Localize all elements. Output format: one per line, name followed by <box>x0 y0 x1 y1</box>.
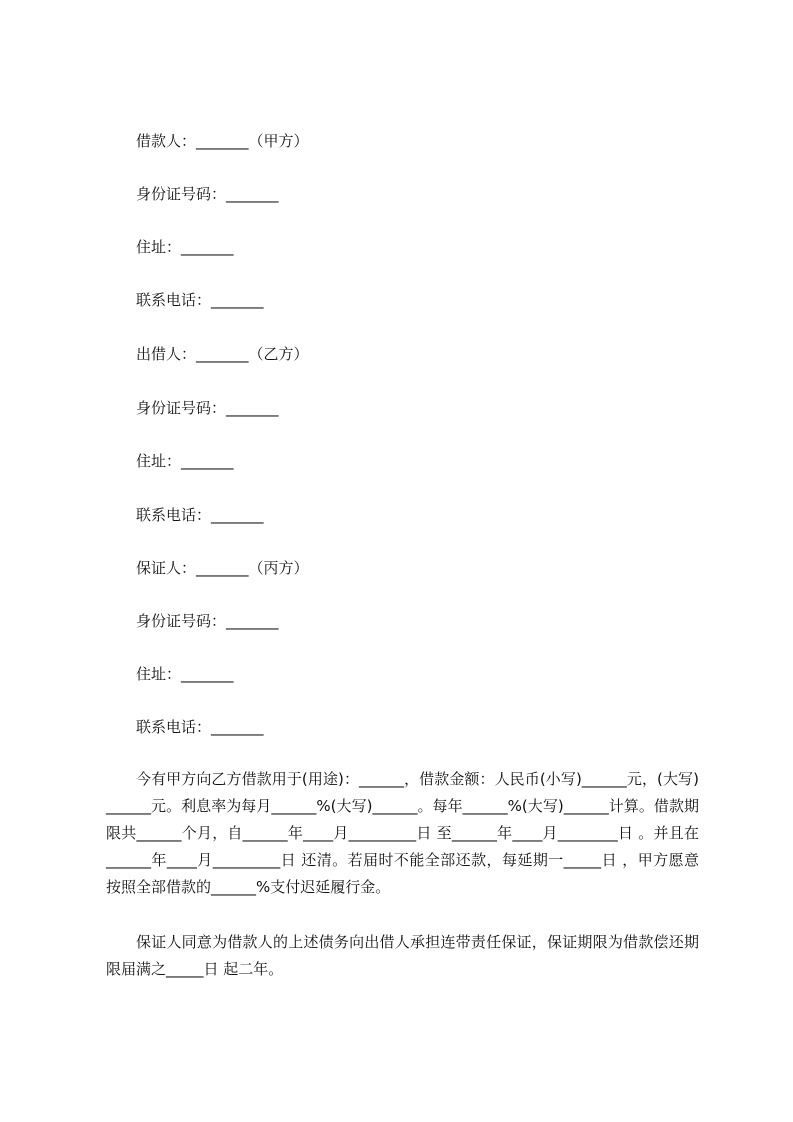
guarantee-paragraph: 保证人同意为借款人的上述债务向出借人承担连带责任保证，保证期限为借款偿还期限届满之_____日 起二年。 <box>106 933 699 978</box>
lender-phone-field: 联系电话：_______ <box>136 506 264 524</box>
borrower-id-field: 身份证号码：_______ <box>136 185 279 203</box>
guarantor-phone-field: 联系电话：_______ <box>136 718 264 736</box>
lender-name-field: 出借人：_______（乙方） <box>136 345 309 363</box>
guarantor-name-field: 保证人：_______（丙方） <box>136 559 309 577</box>
lender-address-field: 住址：_______ <box>136 452 234 470</box>
guarantor-id-field: 身份证号码：_______ <box>136 612 279 630</box>
borrower-phone-field: 联系电话：_______ <box>136 291 264 309</box>
borrower-address-field: 住址：_______ <box>136 238 234 256</box>
loan-terms-paragraph: 今有甲方向乙方借款用于(用途)：______，借款金额：人民币(小写)______元，(大写)______元。利息率为每月______%(大写)______。每年______%(大写)______计算。借款期限共______个月，自______年____月_________日 至______年____月________日 。并且在______年____月_________日 还清。若届时不能全部还款，每延期一_____日 ，甲方愿意按照全部借款的______%支付迟延履行金。 <box>106 770 699 896</box>
lender-id-field: 身份证号码：_______ <box>136 399 279 417</box>
borrower-name-field: 借款人：_______（甲方） <box>136 132 309 150</box>
guarantor-address-field: 住址：_______ <box>136 665 234 683</box>
